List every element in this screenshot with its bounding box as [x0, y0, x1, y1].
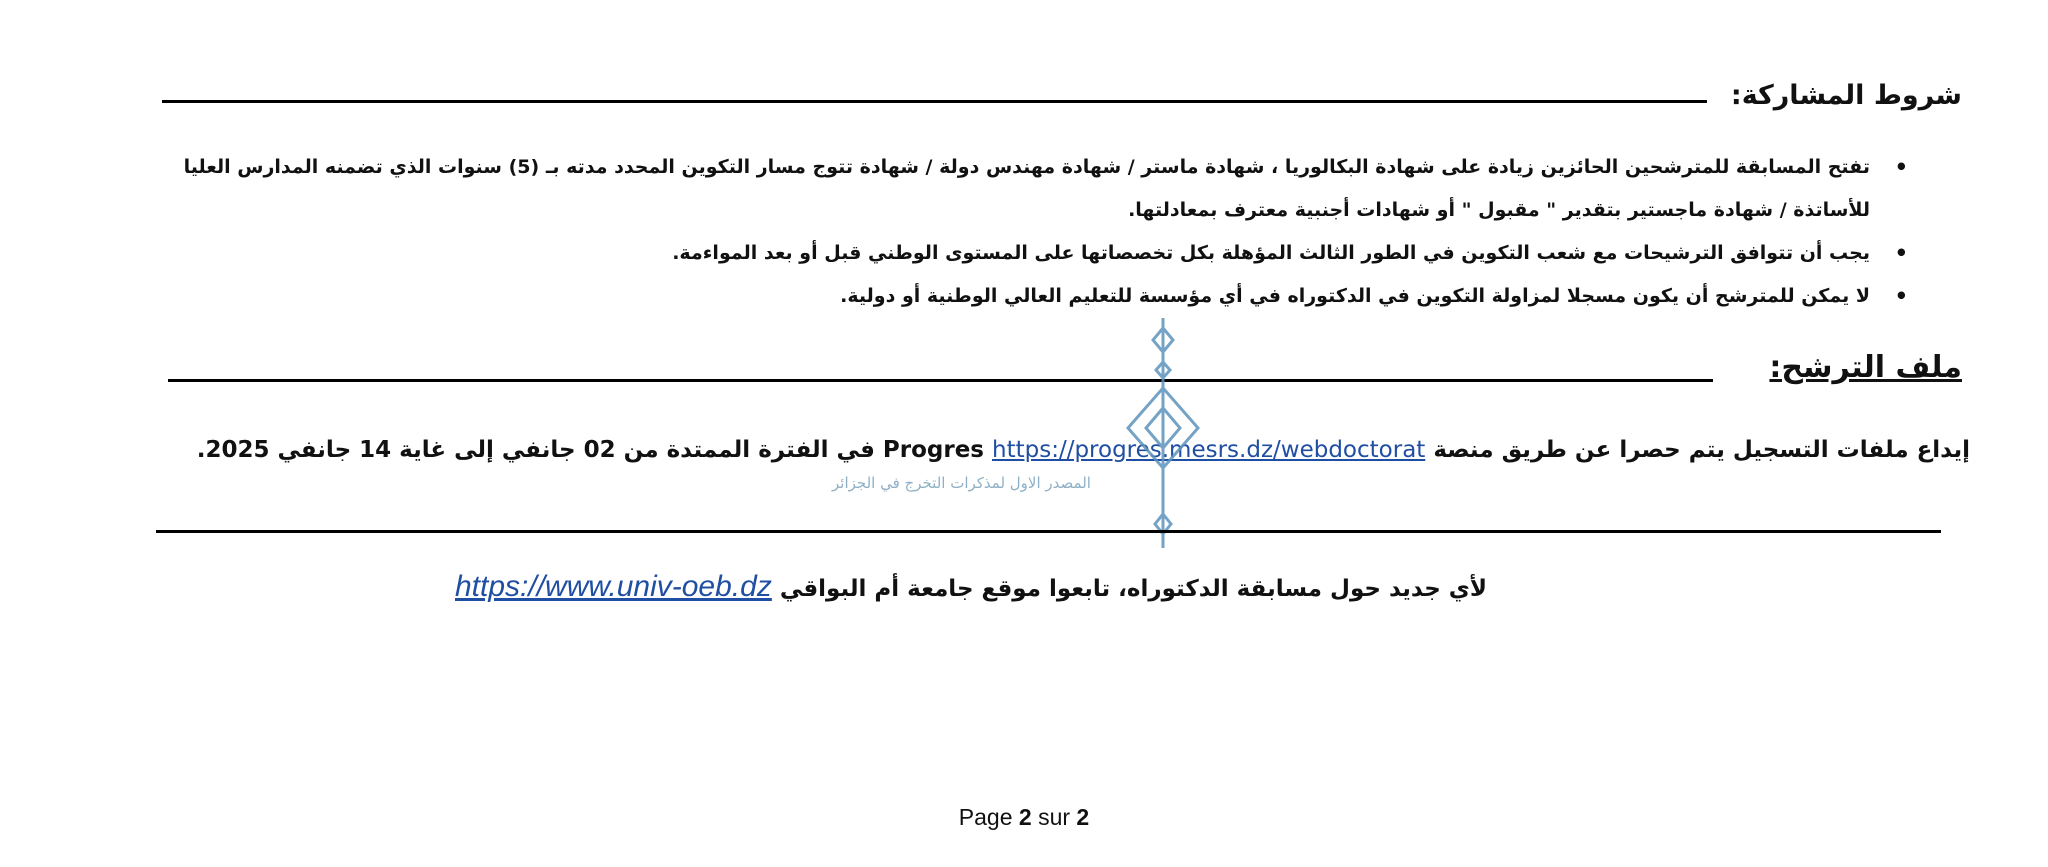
- footer-prefix: Page: [958, 804, 1019, 830]
- conditions-list: [118, 146, 1908, 318]
- deposit-period-text: في الفترة الممتدة من 02 جانفي إلى غاية 14 جانفي 2025.: [196, 437, 883, 463]
- separator-rule: [156, 530, 1941, 533]
- bullet-icon: •: [1894, 241, 1908, 265]
- heading-rule: [162, 100, 1707, 103]
- page-number: 2: [1018, 804, 1032, 830]
- list-item: [118, 146, 1908, 232]
- deposit-text: إيداع ملفات التسجيل يتم حصرا عن طريق منصة Progres: [882, 437, 1970, 463]
- section-title-application-file: ملف الترشح:: [1769, 350, 1962, 385]
- bullet-icon: •: [1894, 155, 1908, 179]
- watermark-tagline: المصدر الاول لمذكرات التخرج في الجزائر: [832, 474, 1091, 492]
- follow-text: لأي جديد حول مسابقة الدكتوراه، تابعوا موقع جامعة أم البواقي: [771, 576, 1487, 602]
- list-item: [118, 232, 1908, 275]
- watermark-logo: [1118, 318, 1208, 552]
- page-footer: [0, 804, 2048, 831]
- footer-separator: sur: [1031, 804, 1077, 830]
- condition-text: يجب أن تتوافق الترشيحات مع شعب التكوين في الطور الثالث المؤهلة بكل تخصصاتها على المستوى الوطني قبل أو بعد المواءمة.: [672, 242, 1870, 264]
- section-title-participation: شروط المشاركة:: [1730, 80, 1962, 111]
- deposit-sentence: [197, 437, 1970, 463]
- follow-sentence: [455, 570, 1487, 604]
- page-total: 2: [1076, 804, 1090, 830]
- bullet-icon: •: [1894, 284, 1908, 308]
- university-link[interactable]: https://www.univ-oeb.dz: [455, 570, 772, 603]
- condition-text: لا يمكن للمترشح أن يكون مسجلا لمزاولة التكوين في الدكتوراه في أي مؤسسة للتعليم العالي الوطنية أو دولية.: [840, 285, 1870, 307]
- list-item: [118, 275, 1908, 318]
- condition-text: تفتح المسابقة للمترشحين الحائزين زيادة على شهادة البكالوريا ، شهادة ماستر / شهادة مهندس دولة / شهادة تتوج مسار التكوين المحدد مدته بـ (5) سنوات الذي تضمنه المدارس العليا للأساتذة / شهادة ماجستير بتقدير " مقبول " أو شهادات أجنبية معترف بمعادلتها.: [183, 156, 1870, 221]
- progres-link[interactable]: https://progres.mesrs.dz/webdoctorat: [992, 437, 1426, 463]
- heading-rule: [168, 379, 1713, 382]
